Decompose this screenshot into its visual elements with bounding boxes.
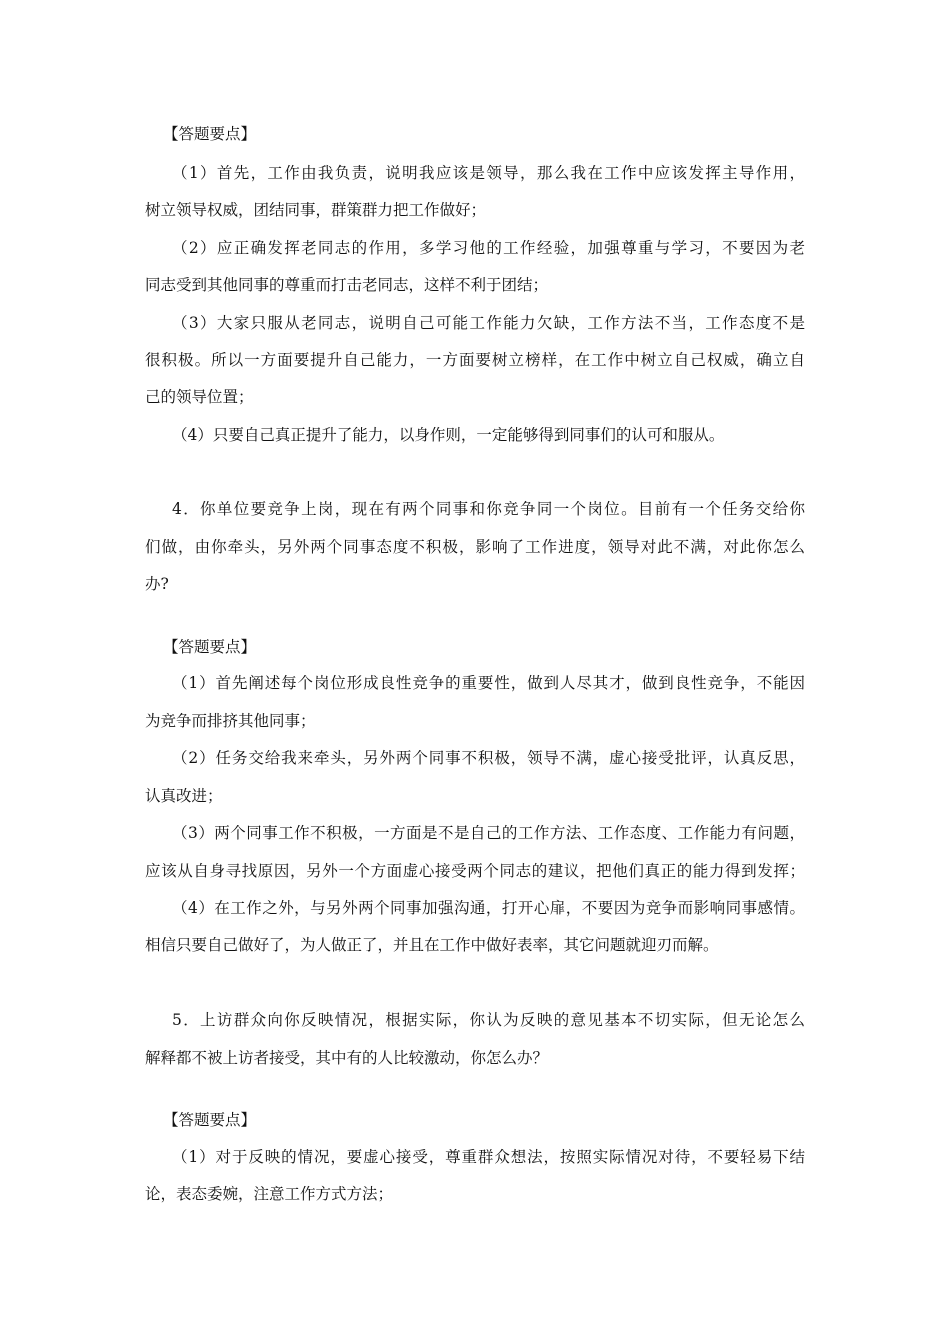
answer-point-3-line-1: （3）大家只服从老同志，说明自己可能工作能力欠缺，工作方法不当，工作态度不是: [172, 314, 805, 332]
answer-point-1-line-1: （1）对于反映的情况，要虚心接受，尊重群众想法，按照实际情况对待，不要轻易下结: [172, 1148, 805, 1166]
question-4-line-1: 4．你单位要竞争上岗，现在有两个同事和你竞争同一个岗位。目前有一个任务交给你: [172, 500, 805, 518]
answer-point-3-line-2: 很积极。所以一方面要提升自己能力，一方面要树立榜样，在工作中树立自己权威，确立自: [145, 351, 805, 369]
answer-point-3-line-1: （3）两个同事工作不积极，一方面是不是自己的工作方法、工作态度、工作能力有问题，: [172, 824, 805, 842]
answer-point-1-line-1: （1）首先阐述每个岗位形成良性竞争的重要性，做到人尽其才，做到良性竞争，不能因: [172, 674, 805, 692]
question-5-line-2: 解释都不被上访者接受，其中有的人比较激动，你怎么办？: [145, 1049, 549, 1067]
answer-point-4-line-2: 相信只要自己做好了，为人做正了，并且在工作中做好表率，其它问题就迎刃而解。: [145, 936, 719, 954]
answer-point-4-line-1: （4）在工作之外，与另外两个同事加强沟通，打开心扉，不要因为竞争而影响同事感情。: [172, 899, 805, 917]
answer-point-2-line-1: （2）任务交给我来牵头，另外两个同事不积极，领导不满，虚心接受批评，认真反思，: [172, 749, 805, 767]
question-5-line-1: 5．上访群众向你反映情况，根据实际，你认为反映的意见基本不切实际，但无论怎么: [172, 1011, 805, 1029]
answer-point-3-line-3: 己的领导位置；: [145, 388, 254, 406]
question-4-line-2: 们做，由你牵头，另外两个同事态度不积极，影响了工作进度，领导对此不满，对此你怎么: [145, 538, 805, 556]
answer-point-1-line-1: （1）首先，工作由我负责，说明我应该是领导，那么我在工作中应该发挥主导作用，: [172, 164, 805, 182]
answer-points-heading: 【答题要点】: [163, 638, 257, 656]
answer-point-2-line-1: （2）应正确发挥老同志的作用，多学习他的工作经验，加强尊重与学习，不要因为老: [172, 239, 805, 257]
answer-point-4-line-1: （4）只要自己真正提升了能力，以身作则，一定能够得到同事们的认可和服从。: [172, 426, 725, 444]
answer-point-1-line-2: 为竞争而排挤其他同事；: [145, 712, 316, 730]
answer-point-1-line-2: 树立领导权威，团结同事，群策群力把工作做好；: [145, 201, 487, 219]
answer-points-heading: 【答题要点】: [163, 1111, 257, 1129]
answer-point-3-line-2: 应该从自身寻找原因，另外一个方面虚心接受两个同志的建议，把他们真正的能力得到发挥；: [145, 862, 805, 880]
answer-point-2-line-2: 同志受到其他同事的尊重而打击老同志，这样不利于团结；: [145, 276, 549, 294]
answer-points-heading: 【答题要点】: [163, 125, 257, 143]
answer-point-1-line-2: 论，表态委婉，注意工作方式方法；: [145, 1185, 394, 1203]
answer-point-2-line-2: 认真改进；: [145, 787, 223, 805]
question-4-line-3: 办?: [145, 575, 169, 593]
